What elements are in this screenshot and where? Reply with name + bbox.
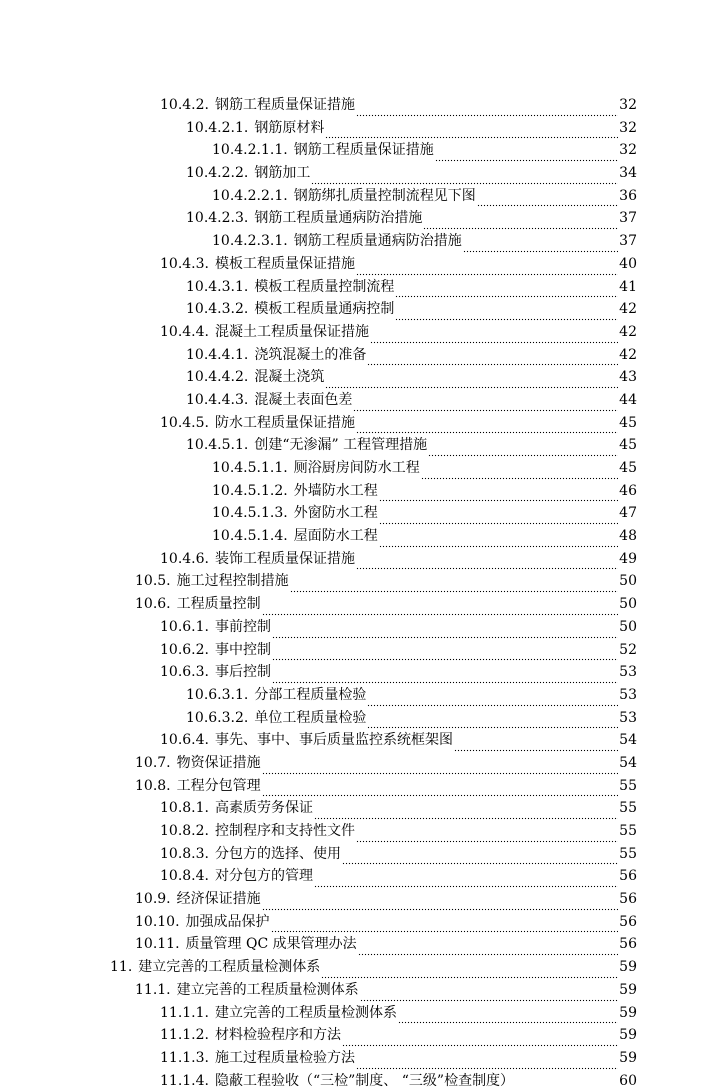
toc-entry-number: 10.6.3.: [160, 664, 209, 681]
toc-entry-page-number: 56: [619, 891, 637, 908]
toc-entry-number: 10.4.2.2.1.: [212, 187, 288, 204]
toc-dot-leader: [342, 1040, 618, 1047]
toc-entry-page-number: 42: [619, 346, 637, 363]
toc-dot-leader: [272, 654, 618, 661]
toc-entry-number: 10.4.5.1.4.: [212, 528, 288, 545]
toc-entry[interactable]: [0, 457, 637, 480]
toc-dot-leader: [262, 609, 619, 616]
toc-entry-page-number: 32: [619, 119, 637, 136]
toc-entry-title: 加强成品保护: [185, 913, 270, 930]
toc-entry-title: 单位工程质量检验: [254, 709, 367, 726]
toc-entry-number: 10.4.2.1.: [186, 119, 249, 136]
toc-entry-page-number: 44: [619, 391, 637, 408]
toc-entry-title: 厕浴厨房间防水工程: [293, 460, 420, 476]
toc-entry-title: 模板工程质量保证措施: [214, 255, 355, 272]
toc-entry-number: 11.1.1.: [160, 1004, 209, 1021]
toc-entry-number: 10.8.2.: [160, 823, 209, 839]
toc-dot-leader: [367, 722, 618, 729]
toc-entry-page-number: 55: [619, 777, 637, 794]
toc-entry[interactable]: [0, 389, 637, 412]
toc-entry[interactable]: [0, 616, 637, 639]
toc-dot-leader: [321, 972, 618, 979]
toc-entry-page-number: 53: [619, 686, 637, 703]
toc-entry[interactable]: [0, 94, 637, 117]
table-of-contents: [0, 94, 724, 1092]
toc-dot-leader: [356, 269, 618, 276]
toc-entry-page-number: 56: [619, 936, 637, 953]
toc-dot-leader: [463, 246, 618, 253]
toc-entry-page-number: 55: [619, 823, 637, 839]
toc-entry-title: 模板工程质量通病控制: [254, 301, 395, 318]
toc-dot-leader: [423, 223, 618, 230]
toc-dot-leader: [435, 155, 618, 162]
toc-entry-page-number: 36: [619, 187, 637, 204]
toc-entry-page-number: 42: [619, 323, 637, 340]
toc-entry-title: 材料检验程序和方法: [214, 1027, 341, 1044]
toc-entry-page-number: 59: [619, 959, 637, 976]
toc-entry-number: 11.1.: [135, 981, 171, 998]
toc-entry-title: 外窗防水工程: [293, 505, 378, 522]
toc-entry-number: 10.4.3.: [160, 255, 209, 272]
toc-entry-page-number: 54: [619, 754, 637, 771]
toc-entry-title: 混凝土表面色差: [254, 391, 353, 408]
toc-entry-page-number: 47: [619, 505, 637, 522]
toc-dot-leader: [356, 836, 618, 843]
toc-dot-leader: [353, 405, 618, 412]
toc-entry-page-number: 45: [619, 437, 637, 454]
toc-entry-page-number: 60: [619, 1072, 637, 1089]
toc-entry-number: 10.4.2.1.1.: [212, 142, 288, 159]
toc-entry-title: 钢筋原材料: [254, 119, 325, 136]
toc-dot-leader: [271, 926, 619, 933]
toc-entry-number: 10.6.: [135, 596, 171, 613]
toc-entry-title: 防水工程质量保证措施: [214, 414, 355, 431]
toc-entry[interactable]: [0, 752, 637, 775]
toc-entry-page-number: 43: [619, 369, 637, 386]
toc-dot-leader: [314, 881, 618, 888]
toc-entry[interactable]: [0, 729, 637, 752]
toc-entry-number: 10.6.2.: [160, 641, 209, 658]
toc-entry-page-number: 40: [619, 255, 637, 272]
toc-dot-leader: [367, 700, 618, 707]
toc-entry[interactable]: [0, 933, 637, 956]
toc-entry-title: 工程质量控制: [176, 596, 261, 613]
toc-entry-number: 10.4.3.2.: [186, 301, 249, 318]
toc-entry-page-number: 32: [619, 142, 637, 159]
toc-entry-page-number: 49: [619, 550, 637, 567]
toc-entry-number: 10.6.1.: [160, 618, 209, 635]
toc-entry[interactable]: [0, 888, 637, 911]
toc-entry-page-number: 50: [619, 596, 637, 613]
toc-dot-leader: [421, 473, 618, 480]
toc-entry-page-number: 53: [619, 709, 637, 726]
toc-entry-number: 10.8.3.: [160, 845, 209, 862]
toc-entry-title: 分部工程质量检验: [254, 686, 367, 703]
toc-entry[interactable]: [0, 820, 637, 843]
toc-entry[interactable]: [0, 593, 637, 616]
toc-entry-number: 10.4.2.3.1.: [212, 233, 288, 250]
toc-entry[interactable]: [0, 276, 637, 299]
toc-entry-number: 10.4.5.: [160, 414, 209, 431]
toc-entry-number: 10.4.6.: [160, 550, 209, 567]
toc-dot-leader: [342, 858, 618, 865]
toc-entry-page-number: 59: [619, 1049, 637, 1066]
toc-entry[interactable]: [0, 298, 637, 321]
toc-entry[interactable]: [0, 117, 637, 140]
toc-entry-title: 事先、事中、事后质量监控系统框架图: [214, 732, 453, 749]
toc-entry-title: 钢筋加工: [254, 165, 311, 182]
toc-dot-leader: [272, 677, 618, 684]
toc-entry-number: 10.8.: [135, 777, 171, 794]
toc-entry-page-number: 56: [619, 913, 637, 930]
toc-entry[interactable]: [0, 162, 637, 185]
toc-entry-title: 钢筋工程质量保证措施: [293, 142, 434, 159]
toc-entry-number: 10.6.4.: [160, 732, 209, 749]
toc-entry[interactable]: [0, 253, 637, 276]
toc-entry-number: 10.10.: [135, 913, 180, 930]
toc-entry-page-number: 55: [619, 800, 637, 817]
toc-entry-number: 10.4.4.3.: [186, 391, 249, 408]
toc-dot-leader: [367, 359, 618, 366]
toc-entry-title: 施工过程控制措施: [176, 573, 289, 590]
toc-entry-number: 10.4.4.1.: [186, 346, 249, 363]
toc-entry[interactable]: [0, 207, 637, 230]
toc-entry-title: 混凝土工程质量保证措施: [214, 323, 369, 340]
toc-entry-title: 分包方的选择、使用: [214, 845, 341, 862]
toc-entry-title: 事后控制: [214, 664, 271, 681]
toc-entry-title: 建立完善的工程质量检测体系: [138, 959, 321, 976]
toc-dot-leader: [428, 450, 618, 457]
toc-entry[interactable]: [0, 434, 637, 457]
toc-entry-title: 控制程序和支持性文件: [214, 823, 355, 839]
toc-entry-page-number: 59: [619, 1027, 637, 1044]
toc-entry-title: 装饰工程质量保证措施: [214, 550, 355, 567]
toc-entry-page-number: 50: [619, 573, 637, 590]
toc-dot-leader: [395, 314, 618, 321]
toc-entry-page-number: 56: [619, 868, 637, 885]
toc-dot-leader: [398, 1017, 618, 1024]
toc-dot-leader: [356, 427, 618, 434]
toc-entry[interactable]: [0, 1047, 637, 1070]
toc-dot-leader: [272, 632, 618, 639]
toc-entry[interactable]: [0, 911, 637, 934]
toc-entry[interactable]: [0, 797, 637, 820]
toc-entry[interactable]: [0, 707, 637, 730]
toc-entry[interactable]: [0, 548, 637, 571]
toc-entry-title: 钢筋工程质量通病防治措施: [254, 210, 423, 227]
toc-entry[interactable]: [0, 956, 637, 979]
toc-entry-title: 钢筋绑扎质量控制流程见下图: [293, 187, 476, 204]
toc-dot-leader: [379, 495, 618, 502]
toc-entry-number: 11.1.2.: [160, 1027, 209, 1044]
toc-entry-number: 11.1.4.: [160, 1072, 209, 1089]
toc-entry-page-number: 45: [619, 414, 637, 431]
toc-dot-leader: [325, 382, 618, 389]
toc-entry-number: 10.4.5.1.3.: [212, 505, 288, 522]
toc-entry-title: 模板工程质量控制流程: [254, 278, 395, 295]
toc-entry[interactable]: [0, 480, 637, 503]
toc-dot-leader: [262, 904, 619, 911]
toc-entry[interactable]: [0, 1070, 637, 1092]
toc-entry-title: 事前控制: [214, 618, 271, 635]
toc-dot-leader: [356, 563, 618, 570]
toc-entry-title: 隐蔽工程验收（“三检”制度、 “三级”检查制度）: [214, 1072, 515, 1089]
toc-entry-number: 10.7.: [135, 754, 171, 771]
toc-entry-page-number: 46: [619, 482, 637, 499]
toc-dot-leader: [325, 132, 618, 139]
toc-entry[interactable]: [0, 570, 637, 593]
toc-entry-page-number: 48: [619, 528, 637, 545]
toc-dot-leader: [262, 768, 619, 775]
toc-entry-number: 10.4.2.: [160, 97, 209, 113]
toc-dot-leader: [356, 1063, 618, 1070]
toc-entry[interactable]: [0, 1024, 637, 1047]
toc-dot-leader: [290, 586, 619, 593]
toc-entry-number: 10.4.5.1.1.: [212, 460, 288, 476]
toc-entry-page-number: 52: [619, 641, 637, 658]
toc-entry-title: 质量管理 QC 成果管理办法: [185, 936, 357, 953]
toc-entry[interactable]: [0, 684, 637, 707]
toc-entry[interactable]: [0, 344, 637, 367]
toc-entry-page-number: 32: [619, 97, 637, 113]
toc-entry[interactable]: [0, 139, 637, 162]
toc-entry-page-number: 34: [619, 165, 637, 182]
toc-entry-number: 11.1.3.: [160, 1049, 209, 1066]
toc-entry-number: 10.4.4.2.: [186, 369, 249, 386]
toc-entry[interactable]: [0, 1002, 637, 1025]
toc-entry-number: 10.4.2.3.: [186, 210, 249, 227]
toc-entry-title: 工程分包管理: [176, 777, 261, 794]
toc-entry-title: 钢筋工程质量保证措施: [214, 97, 355, 113]
toc-entry-title: 钢筋工程质量通病防治措施: [293, 233, 462, 250]
toc-entry-page-number: 55: [619, 845, 637, 862]
toc-dot-leader: [454, 745, 618, 752]
toc-entry-number: 11.: [110, 959, 133, 976]
toc-entry[interactable]: [0, 775, 637, 798]
toc-entry-title: 经济保证措施: [176, 891, 261, 908]
toc-dot-leader: [379, 518, 618, 525]
toc-entry-title: 事中控制: [214, 641, 271, 658]
toc-entry[interactable]: [0, 661, 637, 684]
toc-entry[interactable]: [0, 321, 637, 344]
toc-entry-number: 10.6.3.1.: [186, 686, 249, 703]
toc-entry[interactable]: [0, 843, 637, 866]
toc-entry-title: 屋面防水工程: [293, 528, 378, 545]
toc-entry[interactable]: [0, 366, 637, 389]
toc-entry-number: 10.4.2.2.: [186, 165, 249, 182]
toc-entry-number: 10.9.: [135, 891, 171, 908]
toc-dot-leader: [395, 291, 618, 298]
toc-dot-leader: [358, 949, 619, 956]
toc-entry[interactable]: [0, 979, 637, 1002]
toc-entry-page-number: 37: [619, 210, 637, 227]
toc-entry-title: 创建“无渗漏” 工程管理措施: [254, 437, 428, 454]
toc-entry-number: 10.5.: [135, 573, 171, 590]
toc-entry-number: 10.4.3.1.: [186, 278, 249, 295]
toc-entry[interactable]: [0, 865, 637, 888]
toc-entry-title: 施工过程质量检验方法: [214, 1049, 355, 1066]
toc-entry-page-number: 42: [619, 301, 637, 318]
toc-entry-title: 高素质劳务保证: [214, 800, 313, 817]
toc-entry-page-number: 59: [619, 1004, 637, 1021]
toc-entry[interactable]: [0, 185, 637, 208]
toc-dot-leader: [356, 110, 618, 117]
toc-dot-leader: [370, 337, 618, 344]
toc-entry-number: 10.4.5.1.: [186, 437, 249, 454]
toc-entry-number: 10.6.3.2.: [186, 709, 249, 726]
toc-entry-page-number: 59: [619, 981, 637, 998]
toc-entry-number: 10.8.1.: [160, 800, 209, 817]
toc-entry-number: 10.4.4.: [160, 323, 209, 340]
toc-dot-leader: [262, 790, 619, 797]
toc-entry-title: 建立完善的工程质量检测体系: [214, 1004, 397, 1021]
toc-entry-title: 建立完善的工程质量检测体系: [176, 981, 359, 998]
toc-dot-leader: [379, 541, 618, 548]
toc-entry-title: 外墙防水工程: [293, 482, 378, 499]
toc-entry-number: 10.11.: [135, 936, 180, 953]
toc-entry-title: 对分包方的管理: [214, 868, 313, 885]
toc-entry-page-number: 50: [619, 618, 637, 635]
toc-entry-page-number: 45: [619, 460, 637, 476]
toc-dot-leader: [360, 995, 619, 1002]
toc-entry[interactable]: [0, 525, 637, 548]
toc-entry-page-number: 54: [619, 732, 637, 749]
toc-entry[interactable]: [0, 502, 637, 525]
toc-entry-page-number: 53: [619, 664, 637, 681]
toc-dot-leader: [314, 813, 618, 820]
toc-entry[interactable]: [0, 412, 637, 435]
toc-entry[interactable]: [0, 230, 637, 253]
toc-entry-number: 10.4.5.1.2.: [212, 482, 288, 499]
toc-entry-title: 混凝土浇筑: [254, 369, 325, 386]
toc-dot-leader: [311, 178, 618, 185]
toc-entry-number: 10.8.4.: [160, 868, 209, 885]
toc-dot-leader: [477, 200, 618, 207]
toc-entry-title: 物资保证措施: [176, 754, 261, 771]
toc-entry-page-number: 37: [619, 233, 637, 250]
toc-entry-page-number: 41: [619, 278, 637, 295]
toc-entry[interactable]: [0, 639, 637, 662]
toc-entry-title: 浇筑混凝土的准备: [254, 346, 367, 363]
